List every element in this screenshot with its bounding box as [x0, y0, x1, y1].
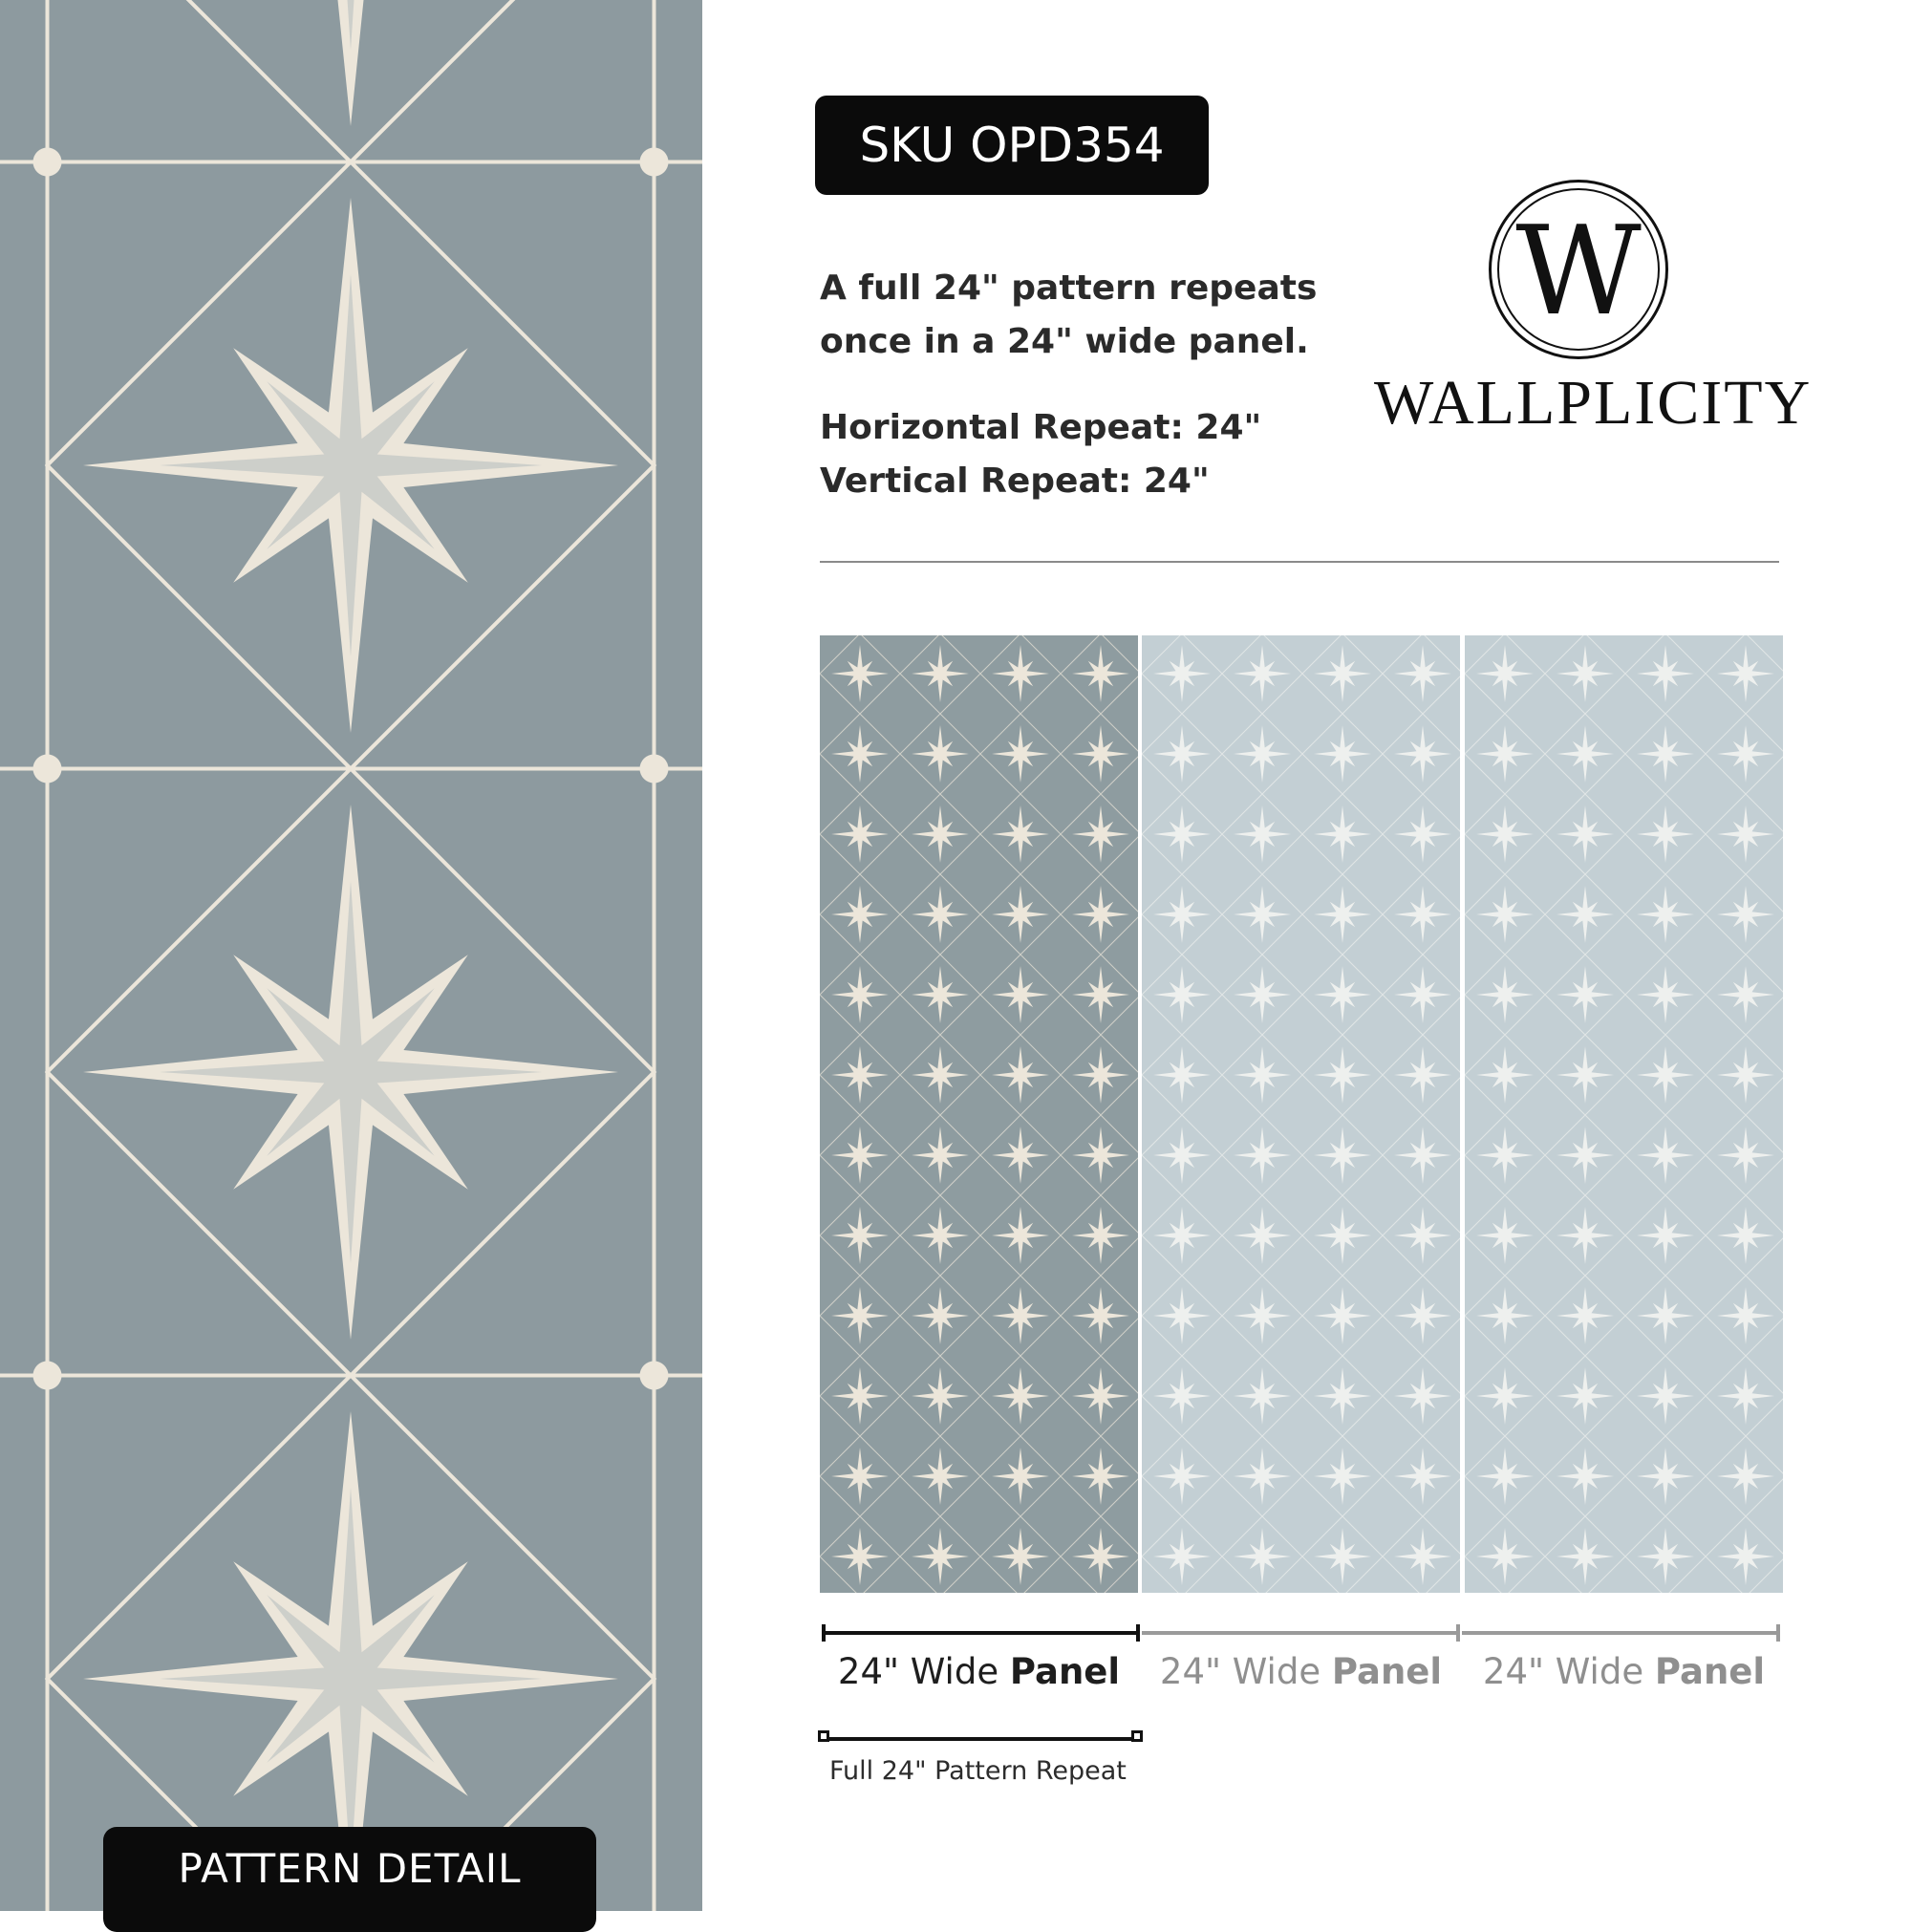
panel-label-strong: Panel — [1654, 1651, 1766, 1692]
panel-label-prefix: 24" Wide — [837, 1651, 1010, 1692]
repeat-description — [820, 262, 1317, 369]
divider — [820, 561, 1779, 563]
panel-width-rule-3 — [1462, 1631, 1780, 1635]
rule-tick — [1136, 1624, 1140, 1642]
repeat-specs — [820, 401, 1261, 508]
rule-endcap — [818, 1730, 829, 1742]
brand-monogram: W — [1497, 188, 1660, 351]
panel-label-1 — [820, 1651, 1138, 1692]
horizontal-repeat: Horizontal Repeat: 24" — [820, 408, 1262, 447]
description-line-2: once in a 24" wide panel. — [820, 322, 1309, 361]
pattern-detail-image — [0, 0, 702, 1911]
panel-label-prefix: 24" Wide — [1482, 1651, 1655, 1692]
pattern-repeat-caption: Full 24" Pattern Repeat — [829, 1756, 1127, 1786]
rule-tick — [1776, 1624, 1780, 1642]
panel-label-3 — [1465, 1651, 1783, 1692]
star-pattern-small — [1465, 635, 1783, 1593]
panel-preview-3 — [1465, 635, 1783, 1593]
panel-width-rule-2 — [1142, 1631, 1460, 1635]
description-line-1: A full 24" pattern repeats — [820, 268, 1318, 308]
panel-label-strong: Panel — [1009, 1651, 1121, 1692]
panel-width-rule-1 — [822, 1631, 1140, 1635]
panel-preview-1 — [820, 635, 1138, 1593]
vertical-repeat: Vertical Repeat: 24" — [820, 462, 1210, 501]
star-pattern-small — [1142, 635, 1460, 1593]
panel-preview-2 — [1142, 635, 1460, 1593]
sku-badge: SKU OPD354 — [815, 96, 1209, 195]
rule-tick — [822, 1624, 826, 1642]
star-pattern-large — [0, 0, 702, 1911]
brand-wordmark: WALLPLICITY — [1374, 368, 1813, 438]
rule-endcap — [1131, 1730, 1143, 1742]
rule-tick — [1456, 1624, 1460, 1642]
pattern-detail-label: PATTERN DETAIL — [103, 1827, 596, 1932]
panel-label-2 — [1142, 1651, 1460, 1692]
pattern-repeat-rule — [824, 1737, 1137, 1741]
star-pattern-small — [820, 635, 1138, 1593]
panel-label-prefix: 24" Wide — [1159, 1651, 1332, 1692]
panel-label-strong: Panel — [1331, 1651, 1443, 1692]
